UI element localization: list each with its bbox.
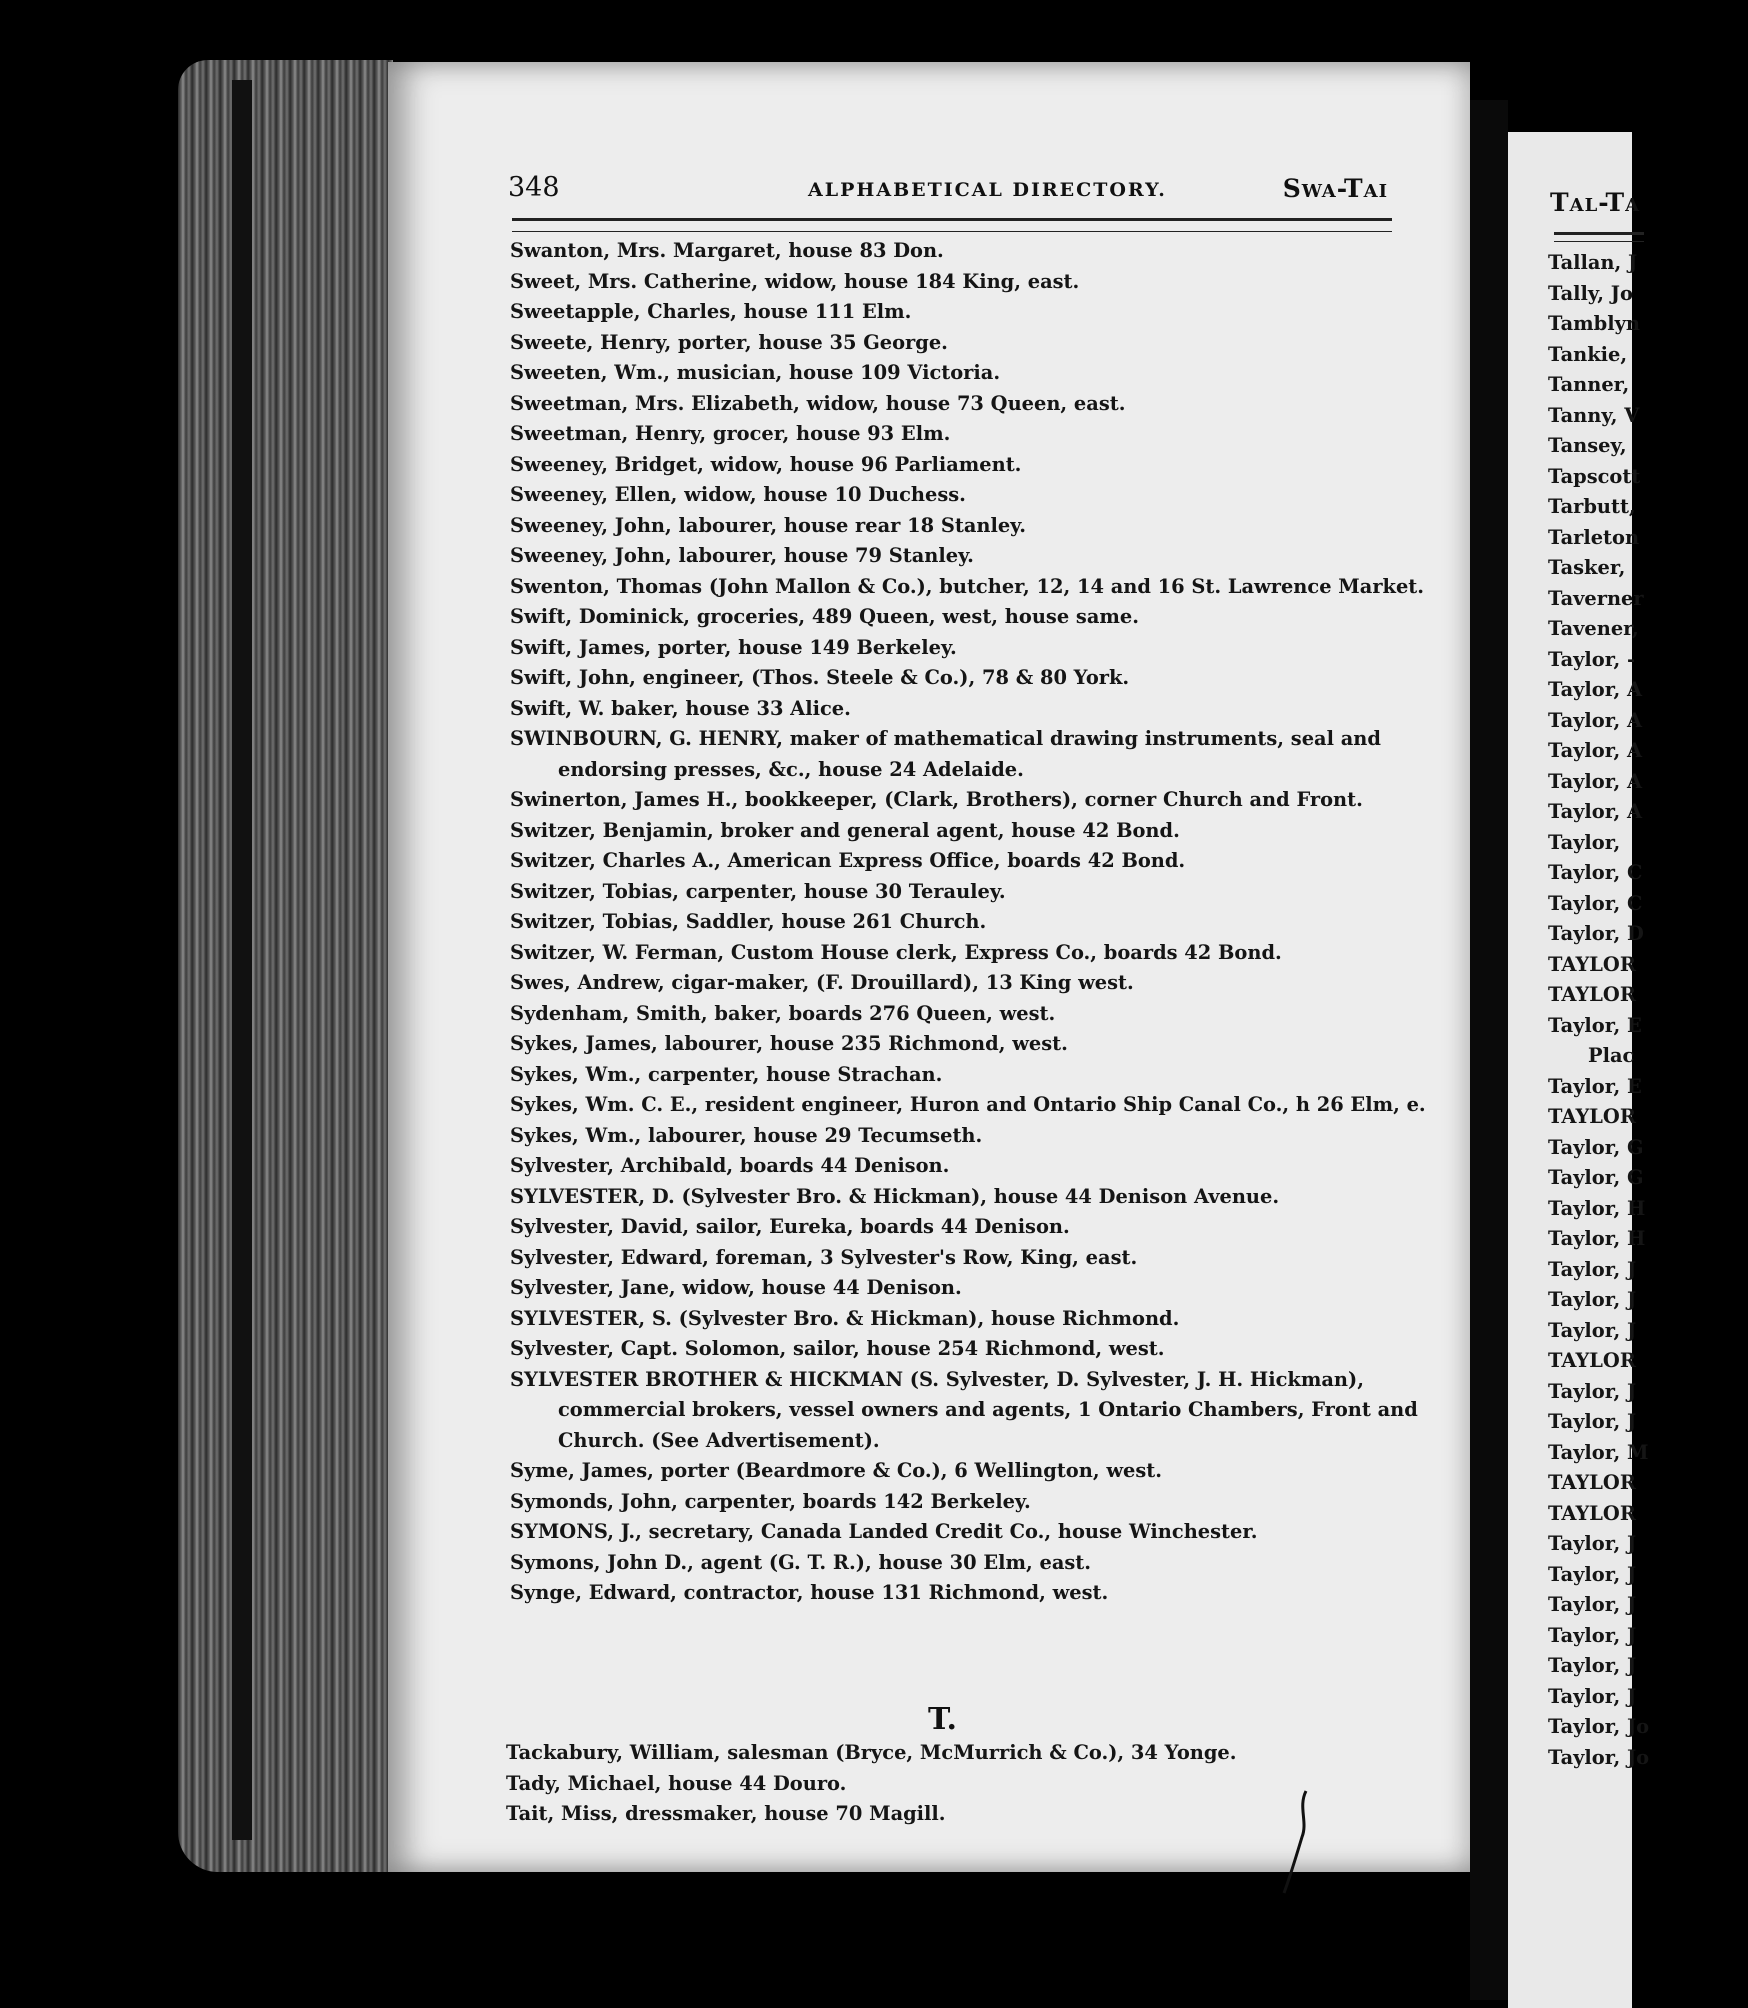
list-item: Tait, Miss, dressmaker, house 70 Magill. bbox=[506, 1802, 946, 1825]
list-item: Tansey, bbox=[1548, 434, 1627, 457]
list-item: Sykes, Wm., labourer, house 29 Tecumseth. bbox=[510, 1123, 983, 1147]
list-item: Taylor, J bbox=[1548, 1318, 1637, 1342]
facing-page-header: Tal-Ta bbox=[1550, 188, 1641, 217]
list-item: Taylor, E bbox=[1548, 1013, 1642, 1037]
list-item: Taylor, H bbox=[1548, 1196, 1646, 1220]
list-item: Tarleton bbox=[1548, 525, 1640, 549]
list-item: Sweeney, John, labourer, house rear 18 Stanley. bbox=[510, 513, 1026, 537]
list-item: Switzer, W. Ferman, Custom House clerk, Express Co., boards 42 Bond. bbox=[510, 940, 1282, 964]
list-item: Sykes, Wm., carpenter, house Strachan. bbox=[510, 1062, 943, 1086]
directory-page bbox=[388, 62, 1470, 1872]
list-item: Sweete, Henry, porter, house 35 George. bbox=[510, 330, 948, 354]
list-item: TAYLOR bbox=[1548, 1471, 1636, 1494]
list-item: Switzer, Tobias, Saddler, house 261 Church. bbox=[510, 910, 987, 933]
list-item: Taylor, C bbox=[1548, 891, 1643, 915]
list-item: Tanner, bbox=[1548, 373, 1630, 396]
list-item: Swenton, Thomas (John Mallon & Co.), butcher, 12, 14 and 16 St. Lawrence Market. bbox=[510, 574, 1425, 598]
list-item: SYLVESTER, D. (Sylvester Bro. & Hickman), house 44 Denison Avenue. bbox=[510, 1184, 1280, 1208]
list-item: Switzer, Benjamin, broker and general agent, house 42 Bond. bbox=[510, 818, 1180, 842]
list-item: Taylor, G bbox=[1548, 1166, 1644, 1189]
list-item: Taylor, J bbox=[1548, 1288, 1637, 1311]
list-item: Synge, Edward, contractor, house 131 Richmond, west. bbox=[510, 1581, 1109, 1604]
list-item: Taylor, A bbox=[1548, 678, 1643, 701]
list-item: Sylvester, Edward, foreman, 3 Sylvester's Row, King, east. bbox=[510, 1245, 1138, 1269]
list-item: Sweetman, Mrs. Elizabeth, widow, house 73 Queen, east. bbox=[510, 391, 1126, 415]
list-item: Taylor, A bbox=[1548, 708, 1643, 732]
list-item: TAYLOR bbox=[1548, 952, 1636, 976]
list-item: Swift, John, engineer, (Thos. Steele & Co.), 78 & 80 York. bbox=[510, 666, 1130, 689]
list-item: Sylvester, Capt. Solomon, sailor, house 254 Richmond, west. bbox=[510, 1337, 1165, 1360]
list-item: Taylor, J bbox=[1548, 1623, 1637, 1647]
list-item: Tasker, bbox=[1548, 556, 1626, 579]
list-item: Tankie, bbox=[1548, 342, 1628, 366]
facing-entries-list bbox=[1548, 248, 1748, 1773]
list-item: SWINBOURN, G. HENRY, maker of mathematical drawing instruments, seal and bbox=[510, 727, 1381, 750]
list-item: Tally, Jo bbox=[1548, 281, 1633, 305]
list-item: Sylvester, Jane, widow, house 44 Denison. bbox=[510, 1276, 962, 1299]
list-item: Taylor, E bbox=[1548, 1074, 1642, 1098]
header-rule bbox=[512, 218, 1392, 232]
list-item: Tarbutt, bbox=[1548, 495, 1636, 518]
facing-page bbox=[1508, 132, 1650, 2008]
list-item: Swift, Dominick, groceries, 489 Queen, west, house same. bbox=[510, 605, 1140, 628]
list-item: Sweetman, Henry, grocer, house 93 Elm. bbox=[510, 422, 951, 445]
book-page-edges bbox=[178, 60, 393, 1872]
page-range: Swa-Tai bbox=[1282, 174, 1388, 203]
list-item: Taylor, Jo bbox=[1548, 1745, 1650, 1769]
list-item: Swift, W. baker, house 33 Alice. bbox=[510, 696, 851, 720]
list-item: Sydenham, Smith, baker, boards 276 Queen, west. bbox=[510, 1001, 1056, 1025]
list-item: Taylor, bbox=[1548, 830, 1621, 854]
list-item: Taylor, J bbox=[1548, 1684, 1637, 1708]
list-item: Tapscott bbox=[1548, 464, 1641, 488]
list-item: Sweet, Mrs. Catherine, widow, house 184 King, east. bbox=[510, 269, 1080, 293]
list-item-continuation: commercial brokers, vessel owners and agents, 1 Ontario Chambers, Front and bbox=[558, 1398, 1418, 1421]
list-item: Sweetapple, Charles, house 111 Elm. bbox=[510, 300, 912, 323]
list-item: Tamblyn bbox=[1548, 312, 1640, 335]
list-item: SYLVESTER BROTHER & HICKMAN (S. Sylvester, D. Sylvester, J. H. Hickman), bbox=[510, 1367, 1364, 1391]
list-item: Sylvester, David, sailor, Eureka, boards 44 Denison. bbox=[510, 1215, 1070, 1238]
list-item-continuation: endorsing presses, &c., house 24 Adelaide. bbox=[558, 757, 1024, 781]
list-item: Taylor, J bbox=[1548, 1410, 1637, 1433]
list-item: Syme, James, porter (Beardmore & Co.), 6 Wellington, west. bbox=[510, 1459, 1162, 1482]
list-item: TAYLOR bbox=[1548, 983, 1636, 1006]
page-header bbox=[508, 172, 1388, 212]
list-item: Taylor, A bbox=[1548, 800, 1643, 823]
list-item: Taylor, C bbox=[1548, 861, 1643, 884]
list-item: Sweeten, Wm., musician, house 109 Victoria. bbox=[510, 361, 1001, 384]
list-item: Tallan, J bbox=[1548, 251, 1638, 274]
running-title: ALPHABETICAL DIRECTORY. bbox=[808, 179, 1167, 201]
book-gutter bbox=[1470, 100, 1508, 2000]
list-item: Taverner bbox=[1548, 586, 1644, 610]
list-item: SYMONS, J., secretary, Canada Landed Credit Co., house Winchester. bbox=[510, 1520, 1258, 1543]
list-item: Sylvester, Archibald, boards 44 Denison. bbox=[510, 1154, 950, 1177]
list-item: Sweeney, Bridget, widow, house 96 Parliament. bbox=[510, 452, 1022, 476]
list-item: Tavener, bbox=[1548, 617, 1639, 640]
list-item: Taylor, J bbox=[1548, 1593, 1637, 1616]
list-item: Taylor, J bbox=[1548, 1379, 1637, 1403]
list-item-continuation: Church. (See Advertisement). bbox=[558, 1428, 880, 1452]
list-item: Taylor, J bbox=[1548, 1532, 1637, 1555]
list-item: Taylor, Jo bbox=[1548, 1715, 1650, 1738]
list-item: Taylor, J bbox=[1548, 1257, 1637, 1281]
list-item: Taylor, J bbox=[1548, 1562, 1637, 1586]
list-item: Taylor, D bbox=[1548, 922, 1644, 945]
list-item: Taylor, H bbox=[1548, 1227, 1646, 1250]
list-item: Swinerton, James H., bookkeeper, (Clark, Brothers), corner Church and Front. bbox=[510, 788, 1363, 811]
list-item: Switzer, Charles A., American Express Office, boards 42 Bond. bbox=[510, 849, 1186, 872]
page-number: 348 bbox=[508, 172, 560, 203]
list-item: Sykes, Wm. C. E., resident engineer, Huron and Ontario Ship Canal Co., h 26 Elm, e. bbox=[510, 1093, 1426, 1116]
list-item: Taylor, - bbox=[1548, 647, 1636, 671]
list-item: Swes, Andrew, cigar-maker, (F. Drouillard), 13 King west. bbox=[510, 971, 1134, 994]
list-item: Symonds, John, carpenter, boards 142 Berkeley. bbox=[510, 1489, 1031, 1513]
section-letter-heading: T. bbox=[928, 1702, 957, 1737]
list-item: Tackabury, William, salesman (Bryce, McMurrich & Co.), 34 Yonge. bbox=[506, 1741, 1237, 1764]
book-spine-shadow bbox=[232, 80, 252, 1840]
list-item: Swift, James, porter, house 149 Berkeley. bbox=[510, 635, 957, 659]
entries-list bbox=[510, 236, 1426, 1609]
list-item: Swanton, Mrs. Margaret, house 83 Don. bbox=[510, 239, 944, 262]
list-item: Sweeney, Ellen, widow, house 10 Duchess. bbox=[510, 483, 966, 506]
pen-mark bbox=[1278, 1787, 1318, 1897]
list-item: Taylor, A bbox=[1548, 739, 1643, 762]
list-item: Taylor, A bbox=[1548, 769, 1643, 793]
list-item: Sykes, James, labourer, house 235 Richmond, west. bbox=[510, 1032, 1068, 1055]
list-item: Sweeney, John, labourer, house 79 Stanley. bbox=[510, 544, 974, 567]
list-item: TAYLOR bbox=[1548, 1105, 1636, 1128]
list-item: SYLVESTER, S. (Sylvester Bro. & Hickman), house Richmond. bbox=[510, 1306, 1180, 1330]
list-item: Tady, Michael, house 44 Douro. bbox=[506, 1771, 847, 1795]
list-item: Symons, John D., agent (G. T. R.), house 30 Elm, east. bbox=[510, 1550, 1092, 1574]
list-item: TAYLOR bbox=[1548, 1349, 1636, 1372]
list-item-continuation: Plac bbox=[1588, 1044, 1635, 1067]
list-item: Taylor, G bbox=[1548, 1135, 1644, 1159]
list-item: Taylor, M bbox=[1548, 1440, 1649, 1464]
t-entries-list bbox=[506, 1738, 1386, 1830]
facing-header-rule bbox=[1554, 232, 1644, 242]
list-item: Taylor, J bbox=[1548, 1654, 1637, 1677]
list-item: TAYLOR bbox=[1548, 1501, 1636, 1525]
list-item: Tanny, V bbox=[1548, 403, 1640, 427]
list-item: Switzer, Tobias, carpenter, house 30 Terauley. bbox=[510, 879, 1006, 903]
